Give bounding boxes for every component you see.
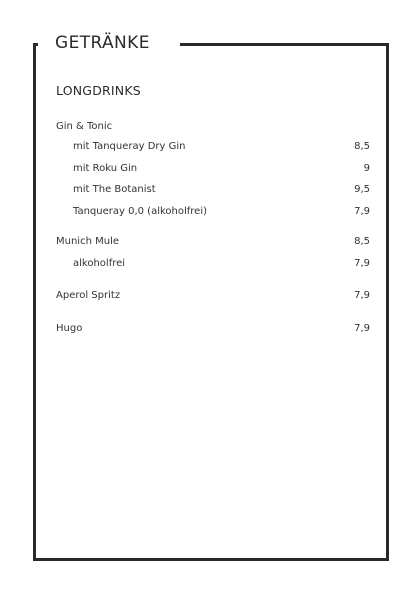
- item-name: Aperol Spritz: [56, 290, 121, 301]
- item-name: Gin & Tonic: [56, 121, 113, 132]
- item-name: Munich Mule: [56, 236, 119, 247]
- item-name: Hugo: [56, 323, 83, 334]
- item-price: 7,9: [354, 290, 370, 301]
- item-price: 8,5: [354, 141, 370, 152]
- item-name: mit Tanqueray Dry Gin: [73, 141, 186, 152]
- menu-item-tanqueray-zero: [56, 206, 370, 222]
- menu-item-hugo: [56, 323, 370, 339]
- item-price: 7,9: [354, 323, 370, 334]
- item-price: 7,9: [354, 258, 370, 269]
- menu-item-tanqueray: [56, 141, 370, 157]
- frame-top-right-segment: [180, 43, 389, 46]
- menu-item-munich-mule-alcohol-free: [56, 258, 370, 274]
- item-price: 7,9: [354, 206, 370, 217]
- item-name: alkoholfrei: [73, 258, 126, 269]
- menu-item-roku: [56, 163, 370, 179]
- item-name: Tanqueray 0,0 (alkoholfrei): [73, 206, 208, 217]
- menu-item-gin-tonic: [56, 121, 370, 137]
- frame-top-left-segment: [33, 43, 38, 46]
- menu-item-botanist: [56, 184, 370, 200]
- page-title: GETRÄNKE: [55, 33, 150, 53]
- section-heading-longdrinks: LONGDRINKS: [56, 83, 141, 98]
- item-name: mit Roku Gin: [73, 163, 138, 174]
- menu-item-aperol-spritz: [56, 290, 370, 306]
- menu-item-munich-mule: [56, 236, 370, 252]
- item-price: 8,5: [354, 236, 370, 247]
- item-name: mit The Botanist: [73, 184, 156, 195]
- item-price: 9,5: [354, 184, 370, 195]
- item-price: 9: [363, 163, 370, 174]
